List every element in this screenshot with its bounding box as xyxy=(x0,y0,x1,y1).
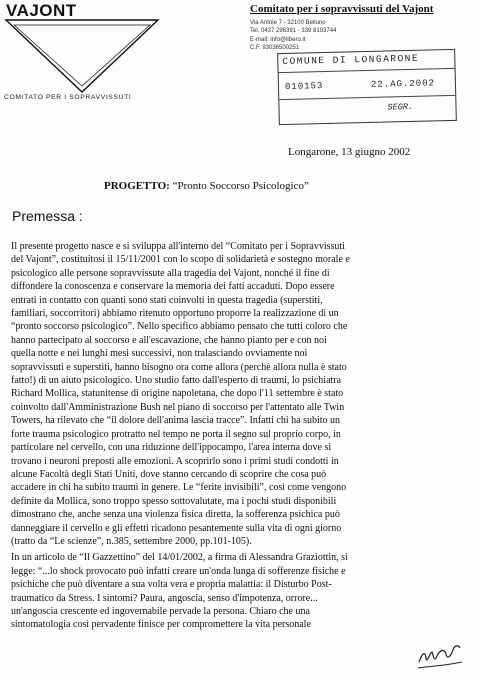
text-line: danneggiare il cervello e gli effetti ricadono pesantemente sulla vita di ogni giorno xyxy=(11,522,342,534)
stamp-mark: SEGR. xyxy=(387,101,414,113)
text-line: entrati in contatto con quanti sono stati coinvolti in questa tragedia (superstiti, xyxy=(11,294,323,306)
text-line: traumatico da Stress. I sintomi? Paura, angoscia, senso d'impotenza, orrore... xyxy=(11,592,318,604)
phone-line: Tel. 0437 296391 - 339 8193744 xyxy=(250,28,337,35)
address-line: Via Antole 7 - 32100 Belluno xyxy=(250,20,326,26)
letterhead-info xyxy=(250,3,476,53)
section-heading: Premessa : xyxy=(12,208,83,224)
text-line: Richard Mollica, statunitense di origine napoletana, che dopo l'11 settembre è stato xyxy=(11,388,344,400)
stamp-municipality: COMUNE DI LONGARONE xyxy=(282,52,420,68)
letter-body xyxy=(11,240,471,632)
paragraph-1 xyxy=(11,240,471,548)
vajont-logo xyxy=(4,1,160,101)
text-line: sopravvissuti e superstiti, hanno bisogno ora come allora (perchè allora nulla è stato xyxy=(11,361,347,373)
text-line: coinvolto dall'Amministrazione Bush nel piano di soccorso per l'attentato alle Twin xyxy=(11,401,345,413)
text-line: psichiche che può diventare a sua volta vera e propria malattia: il Disturbo Post- xyxy=(11,579,332,591)
text-line: trovano i neuroni preposti alle emozioni. A scoprirlo sono i primi studi condotti in xyxy=(11,455,339,467)
handwritten-initials-icon xyxy=(416,636,466,672)
triangle-logo-icon xyxy=(4,16,164,96)
stamp-date: 22.AG.2002 xyxy=(370,78,436,90)
project-label: PROGETTO: xyxy=(104,180,170,192)
project-title: “Pronto Soccorso Psicologico” xyxy=(172,180,309,192)
text-line: particolare nel cervello, con una riduzione dell'ippocampo, l'area interna dove si xyxy=(11,442,332,454)
text-line: definite da Mollica, sono troppo spesso sottovalutate, ma i pochi studi disponibili xyxy=(11,495,337,507)
text-line: forte trauma psicologico protratto nel tempo ne porta il segno sul proprio corpo, in xyxy=(11,428,341,440)
text-line: dimostrano che, anche senza una violenza fisica diretta, la sofferenza psichica può xyxy=(11,509,340,521)
stamp-protocol-number: 010153 xyxy=(284,81,324,93)
text-line: familiari, soccorritori) abbiamo ritenuto opportuno proporre la realizzazione di un xyxy=(11,308,339,320)
text-line: diffondere la conoscenza e conservare la memoria dei fatti accaduti. Dopo essere xyxy=(11,281,335,293)
project-line xyxy=(104,180,309,192)
text-line: alcune Facoltà degli Stati Uniti, dove stanno cercando di scoprire che cosa può xyxy=(11,468,327,480)
text-line: Towers, ha rilevato che “il dolore dell'anima lascia tracce”. Infatti chi ha subito un xyxy=(11,415,341,427)
logo-subtitle: COMITATO PER I SOPRAVVISSUTI xyxy=(4,94,132,101)
paragraph-2 xyxy=(11,551,471,631)
protocol-stamp xyxy=(277,49,457,125)
text-line: hanno partecipato al soccorso e all'escavazione, che hanno pianto per e con noi xyxy=(11,334,327,346)
place-date: Longarone, 13 giugno 2002 xyxy=(288,146,411,158)
text-line: “pronto soccorso psicologico”. Nello specifico abbiamo pensato che tutti coloro che xyxy=(11,321,348,333)
text-line: Il presente progetto nasce e si sviluppa all'interno del “Comitato per i Sopravvissuti xyxy=(11,241,345,252)
tax-code-line: C.F. 93036500251 xyxy=(250,45,300,52)
text-line: legge: “...lo shock provocato può infatti creare un'onda lunga di sofferenze fisiche e xyxy=(11,565,346,577)
text-line: psicologico alle persone sopravvissute alla tragedia del Vajont, nonché il fine di xyxy=(11,267,330,279)
committee-name: Comitato per i sopravvissuti del Vajont xyxy=(250,3,434,15)
text-line: sintomatologia così pervadente finisce per compromettere la vita personale xyxy=(11,619,311,631)
email-line: E-mail: info@libero.it xyxy=(250,36,306,43)
text-line: fatto!) di un aiuto psicologico. Uno studio fatto dall'esperto di traumi, lo psichiatra xyxy=(11,375,342,387)
text-line: (tratto da “Le scienze”, n.385, settembre 2000, pp.101-105). xyxy=(11,535,252,547)
text-line: quella notte e nei lunghi mesi successivi, non tralasciando ovviamente noi xyxy=(11,348,308,360)
text-line: del Vajont”, costituitosi il 15/11/2001 con lo scopo di solidarietà e sostegno morale e xyxy=(11,254,350,266)
text-line: accadere in chi ha subito traumi in genere. Le “ferite invisibili”, così come vengono xyxy=(11,482,347,494)
logo-title: VAJONT xyxy=(6,1,77,20)
text-line: un'angoscia crescente ed ingovernabile pervade la persona. Chiaro che una xyxy=(11,605,310,617)
text-line: In un articolo de “Il Gazzettino” del 14/01/2002, a firma di Alessandra Graziottin, si xyxy=(11,552,348,564)
